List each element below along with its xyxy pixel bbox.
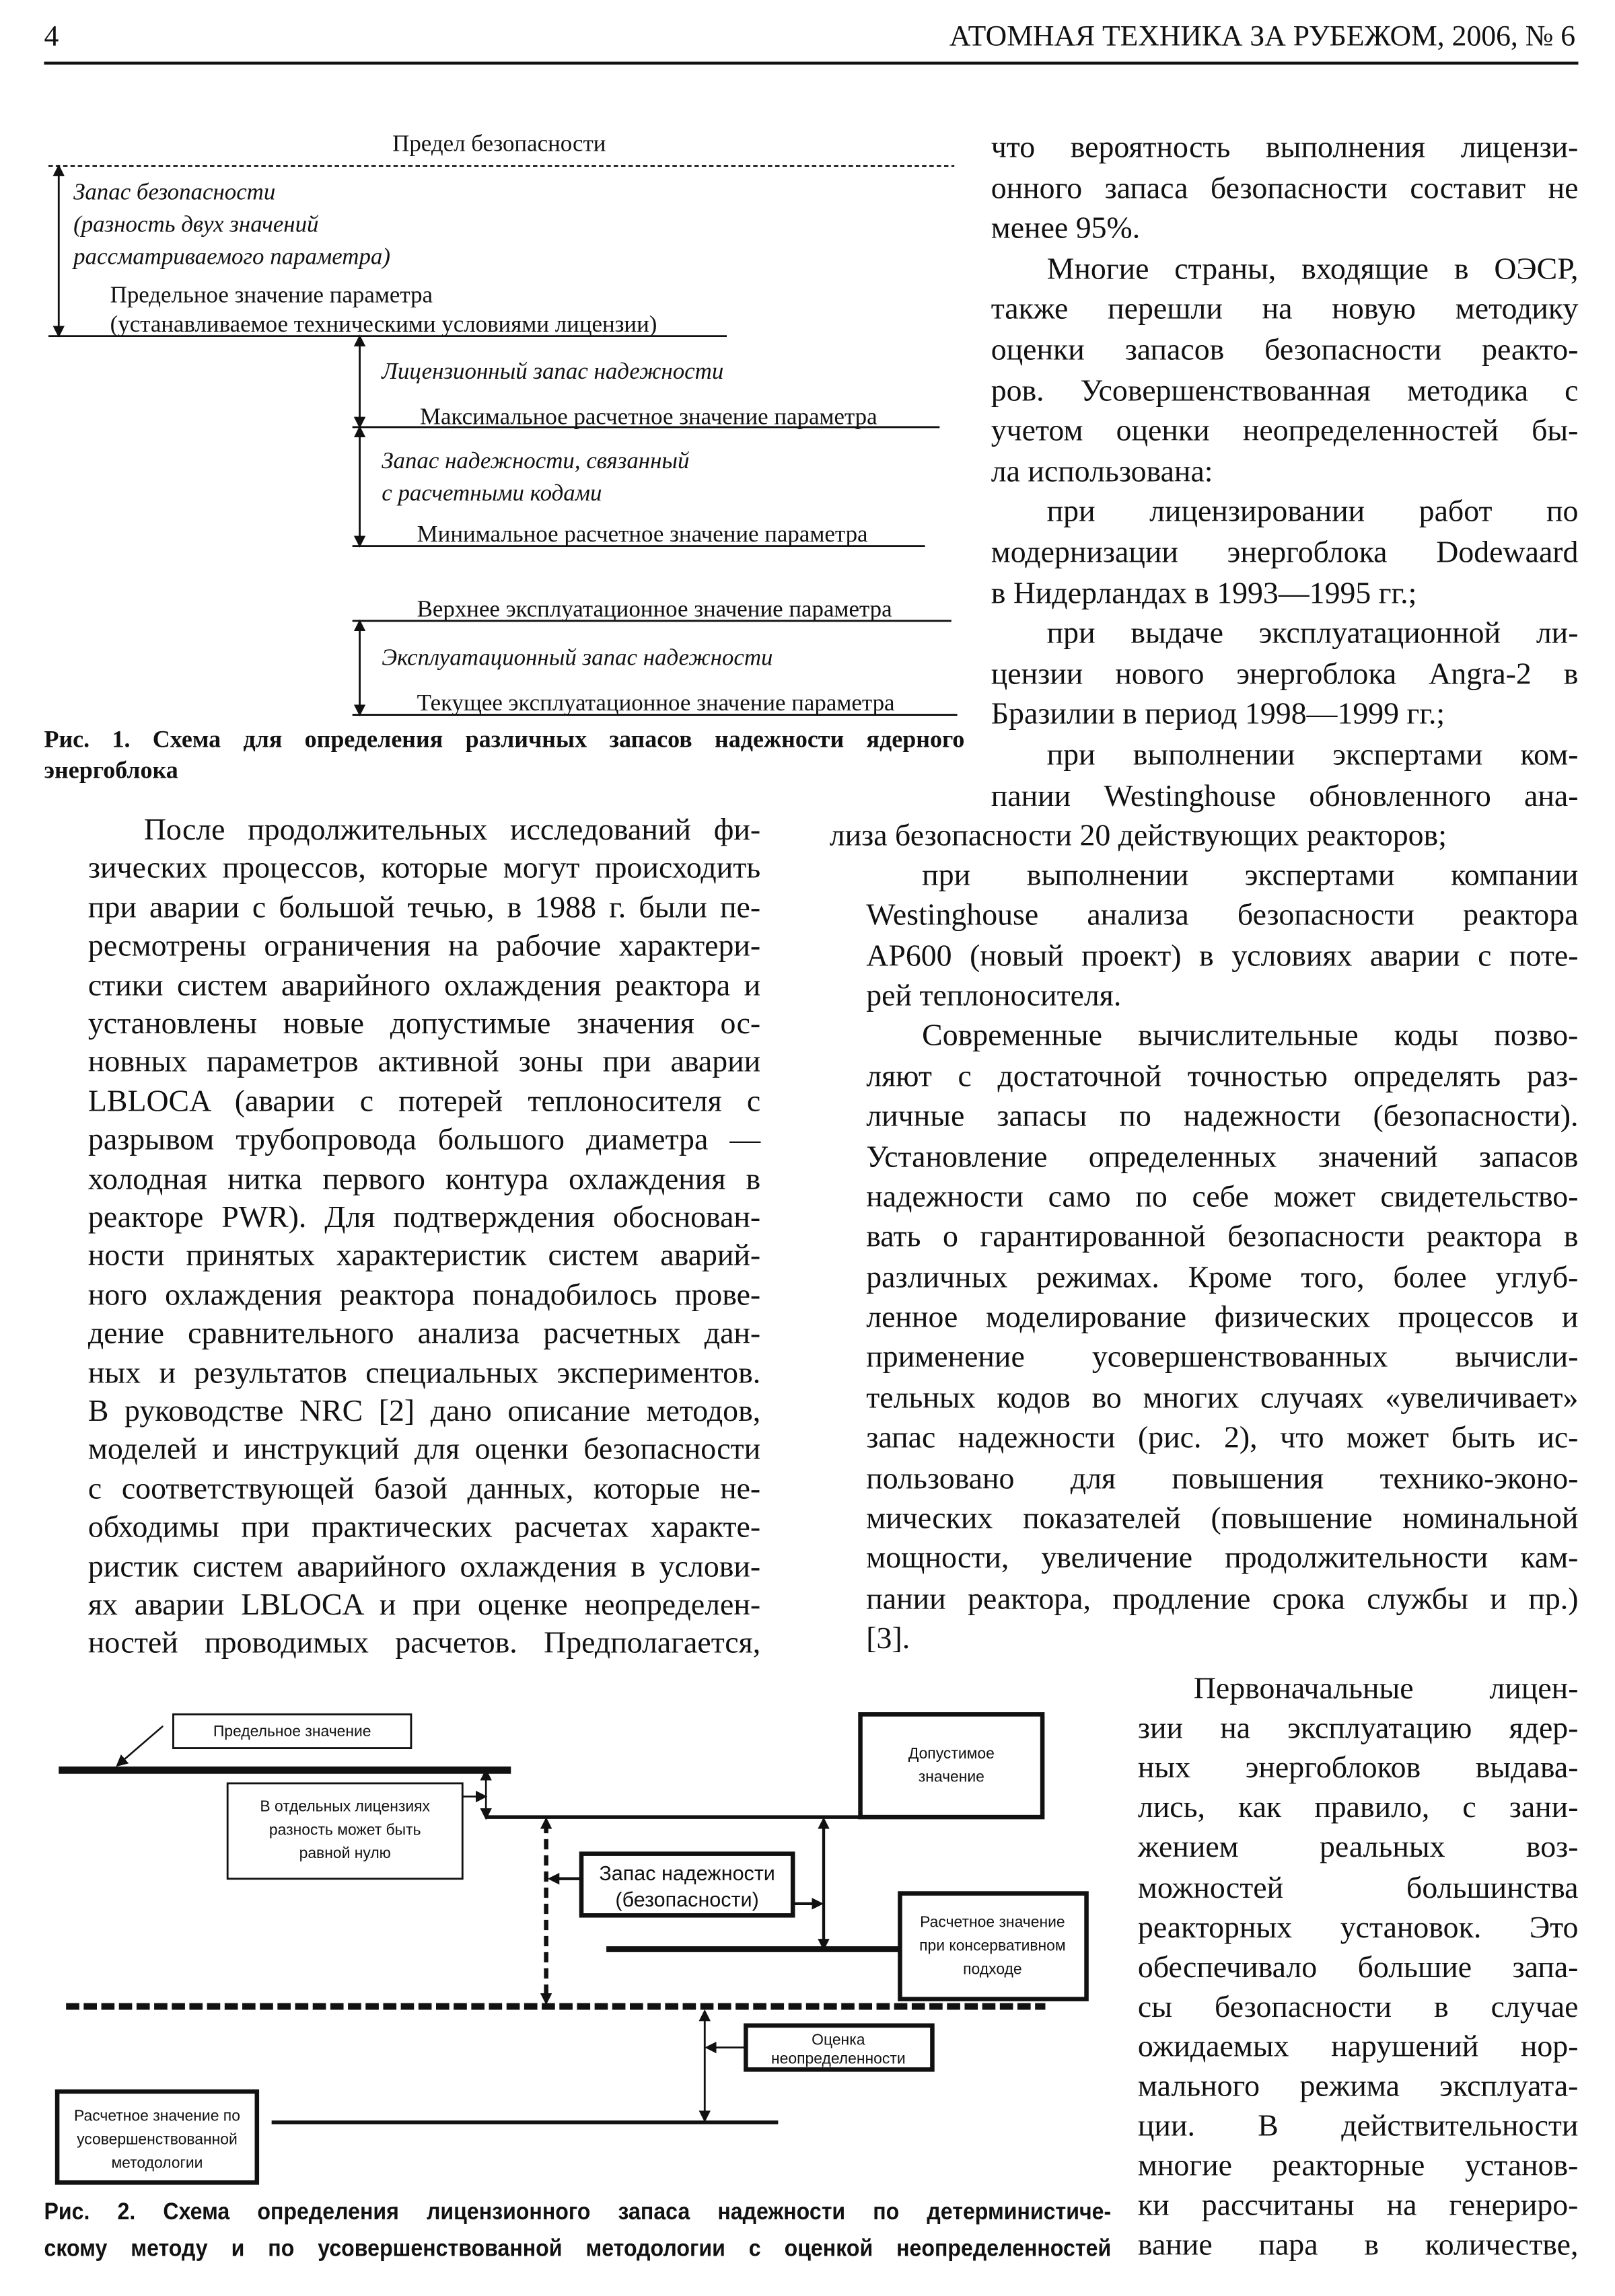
text-line: лиза безопасности 20 действующих реакторов;: [829, 817, 1447, 853]
max-calc-label: Максимальное расчетное значение параметра: [420, 403, 877, 430]
current-oper-label: Текущее эксплуатационное значение параметра: [417, 690, 895, 716]
min-calc-label: Минимальное расчетное значение параметра: [417, 521, 868, 548]
text-line: жением реальных воз-: [1137, 1829, 1579, 1865]
text-line: зии на эксплуатацию ядер-: [1137, 1710, 1579, 1746]
allowed-box-label: Допустимое: [908, 1744, 995, 1762]
code-margin-label: с расчетными кодами: [382, 480, 602, 507]
text-line: ных и результатов специальных экспериментов.: [87, 1354, 761, 1390]
text-line: при лицензировании работ по: [1046, 493, 1579, 529]
text-line: пании реактора, продление срока службы и пр.): [866, 1580, 1579, 1616]
zero-box-label: разность может быть: [268, 1820, 421, 1839]
text-line: В руководстве NRC [2] дано описание методов,: [87, 1393, 761, 1428]
text-line: обеспечивало большие запа-: [1137, 1948, 1579, 1985]
text-line: Многие страны, входящие в ОЭСР,: [1046, 250, 1579, 287]
running-header: АТОМНАЯ ТЕХНИКА ЗА РУБЕЖОМ, 2006, № 6: [949, 20, 1576, 53]
text-line: разрывом трубопровода большого диаметра —: [87, 1121, 761, 1157]
text-line: применение усовершенствованных вычисли-: [866, 1339, 1579, 1375]
text-line: в Нидерландах в 1993—1995 гг.;: [991, 575, 1417, 610]
text-line: мального режима эксплуата-: [1137, 2068, 1579, 2104]
text-line: После продолжительных исследований фи-: [143, 811, 761, 847]
text-line: установлены новые допустимые значения ос-: [87, 1005, 761, 1041]
text-line: сы безопасности в случае: [1137, 1988, 1579, 2024]
text-line: Установление определенных значений запасов: [866, 1138, 1579, 1174]
text-line: пании Westinghouse обновленного ана-: [991, 777, 1579, 813]
text-line: ленное моделирование физических процессов и: [866, 1299, 1579, 1335]
text-line: ях аварии LBLOCA и при оценке неопределен-: [87, 1586, 761, 1622]
figure-1-caption: Рис. 1. Схема для определения различных запасов надежности ядерного: [44, 725, 965, 753]
text-line: [3].: [866, 1620, 910, 1656]
text-line: менее 95%.: [991, 210, 1141, 246]
safety-margin-label: рассматриваемого параметра): [73, 243, 390, 270]
figure-1-caption: энергоблока: [44, 755, 178, 784]
text-line: Бразилии в период 1998—1999 гг.;: [991, 696, 1445, 732]
limit-value-label: (устанавливаемое техническими условиями лицензии): [110, 311, 657, 338]
safety-limit-label: Предел безопасности: [392, 130, 606, 157]
text-line: учетом оценки неопределенностей бы-: [991, 412, 1579, 448]
text-line: при выдаче эксплуатационной ли-: [1046, 615, 1579, 651]
oper-margin-label: Эксплуатационный запас надежности: [382, 644, 773, 671]
conservative-box-label: Расчетное значение: [920, 1913, 1065, 1931]
text-line: личные запасы по надежности (безопасности).: [866, 1098, 1579, 1134]
text-line: мических показателей (повышение номинальной: [866, 1499, 1579, 1535]
code-margin-label: Запас надежности, связанный: [382, 447, 690, 474]
upper-oper-label: Верхнее эксплуатационное значение параметра: [417, 595, 892, 622]
text-line: что вероятность выполнения лицензи-: [991, 129, 1579, 165]
text-line: оценки запасов безопасности реакто-: [991, 332, 1579, 367]
text-line: тельных кодов во многих случаях «увеличивает»: [866, 1379, 1579, 1415]
text-line: реакторных установок. Это: [1137, 1909, 1579, 1945]
text-line: LBLOCA (аварии с потерей теплоносителя с: [87, 1082, 761, 1119]
zero-box-label: В отдельных лицензиях: [260, 1797, 431, 1815]
licensing-margin-label: Лицензионный запас надежности: [382, 357, 724, 384]
allowed-value-box: [861, 1714, 1043, 1817]
limit-pointer-arrow: [120, 1726, 163, 1763]
text-line: можностей большинства: [1137, 1869, 1579, 1904]
text-line: ресмотрены ограничения на рабочие характери-: [87, 928, 761, 963]
text-line: мощности, увеличение продолжительности кам-: [866, 1540, 1579, 1576]
conservative-box-label: подходе: [963, 1960, 1022, 1978]
text-line: AP600 (новый проект) в условиях аварии с поте-: [866, 937, 1579, 973]
text-line: при выполнении экспертами компании: [922, 857, 1579, 893]
text-line: Первоначальные лицен-: [1193, 1670, 1579, 1706]
figure-2-diagram: [57, 1714, 1086, 2182]
text-line: при выполнении экспертами ком-: [1046, 737, 1579, 772]
uncertainty-box-label: неопределенности: [771, 2049, 906, 2067]
advanced-box-label: усовершенствованной: [77, 2130, 238, 2148]
text-line: запас надежности (рис. 2), что может быть ис-: [866, 1419, 1579, 1455]
text-line: цензии нового энергоблока Angra-2 в: [991, 655, 1579, 692]
advanced-box-label: методологии: [111, 2153, 203, 2172]
zero-box-label: равной нулю: [299, 1844, 391, 1862]
allowed-box-label: значение: [918, 1767, 984, 1785]
advanced-box-label: Расчетное значение по: [73, 2106, 240, 2124]
limit-value-label: Предельное значение параметра: [110, 281, 433, 308]
margin-box-label: (безопасности): [615, 1888, 759, 1912]
text-line: лись, как правило, с зани-: [1137, 1789, 1579, 1825]
text-line: реакторе PWR). Для подтверждения обоснован-: [87, 1199, 761, 1234]
safety-margin-label: Запас безопасности: [73, 178, 276, 205]
text-line: при аварии с большой течью, в 1988 г. были пе-: [87, 889, 761, 925]
text-line: зических процессов, которые могут происходить: [87, 850, 761, 886]
text-line: Westinghouse анализа безопасности реактора: [866, 897, 1579, 933]
text-line: с соответствующей базой данных, которые не-: [87, 1470, 761, 1506]
text-line: модернизации энергоблока Dodewaard: [991, 534, 1579, 570]
text-line: различных режимах. Кроме того, более углуб-: [866, 1259, 1579, 1294]
text-line: ляют с достаточной точностью определять раз-: [866, 1058, 1579, 1094]
text-line: Современные вычислительные коды позво-: [922, 1018, 1579, 1053]
figure-2-caption: скому методу и по усовершенствованной методологии с оценкой неопределенностей: [44, 2237, 1112, 2262]
text-line: ристик систем аварийного охлаждения в услови-: [87, 1547, 761, 1584]
text-line: моделей и инструкций для оценки безопасности: [87, 1432, 761, 1467]
text-line: ности принятых характеристик систем аварий-: [87, 1238, 761, 1273]
text-line: также перешли на новую методику: [991, 291, 1579, 327]
text-line: ных энергоблоков выдава-: [1137, 1750, 1579, 1785]
text-line: надежности само по себе может свидетельство-: [866, 1178, 1579, 1214]
text-line: обходимы при практических расчетах характе-: [87, 1509, 761, 1545]
text-line: ла использована:: [991, 453, 1213, 489]
text-line: ки рассчитаны на генериро-: [1137, 2187, 1579, 2223]
uncertainty-box-label: Оценка: [812, 2030, 865, 2048]
text-line: вать о гарантированной безопасности реактора в: [866, 1218, 1579, 1254]
text-line: дение сравнительного анализа расчетных дан-: [87, 1315, 761, 1351]
text-line: холодная нитка первого контура охлаждения в: [87, 1160, 761, 1196]
text-line: стики систем аварийного охлаждения реактора и: [87, 966, 761, 1002]
safety-margin-label: (разность двух значений: [73, 211, 319, 237]
text-line: ров. Усовершенствованная методика с: [991, 372, 1579, 408]
text-line: рей теплоносителя.: [866, 977, 1122, 1013]
text-line: ного охлаждения реактора понадобилось прове-: [87, 1276, 761, 1312]
text-line: ции. В действительности: [1137, 2108, 1579, 2143]
text-line: многие реакторные установ-: [1137, 2147, 1579, 2183]
text-line: новных параметров активной зоны при аварии: [87, 1044, 761, 1080]
page-number: 4: [44, 20, 59, 53]
text-line: вание пара в количестве,: [1137, 2227, 1579, 2263]
text-line: ожидаемых нарушений нор-: [1137, 2028, 1579, 2064]
margin-box-label: Запас надежности: [599, 1861, 775, 1885]
text-line: онного запаса безопасности составит не: [991, 170, 1579, 205]
limit-box-label: Предельное значение: [213, 1722, 371, 1740]
text-line: пользовано для повышения технико-эконо-: [866, 1459, 1579, 1495]
conservative-box-label: при консервативном: [919, 1936, 1066, 1954]
text-line: ностей проводимых расчетов. Предполагается,: [87, 1625, 761, 1661]
figure-2-caption: Рис. 2. Схема определения лицензионного запаса надежности по детерминистиче-: [44, 2200, 1112, 2225]
